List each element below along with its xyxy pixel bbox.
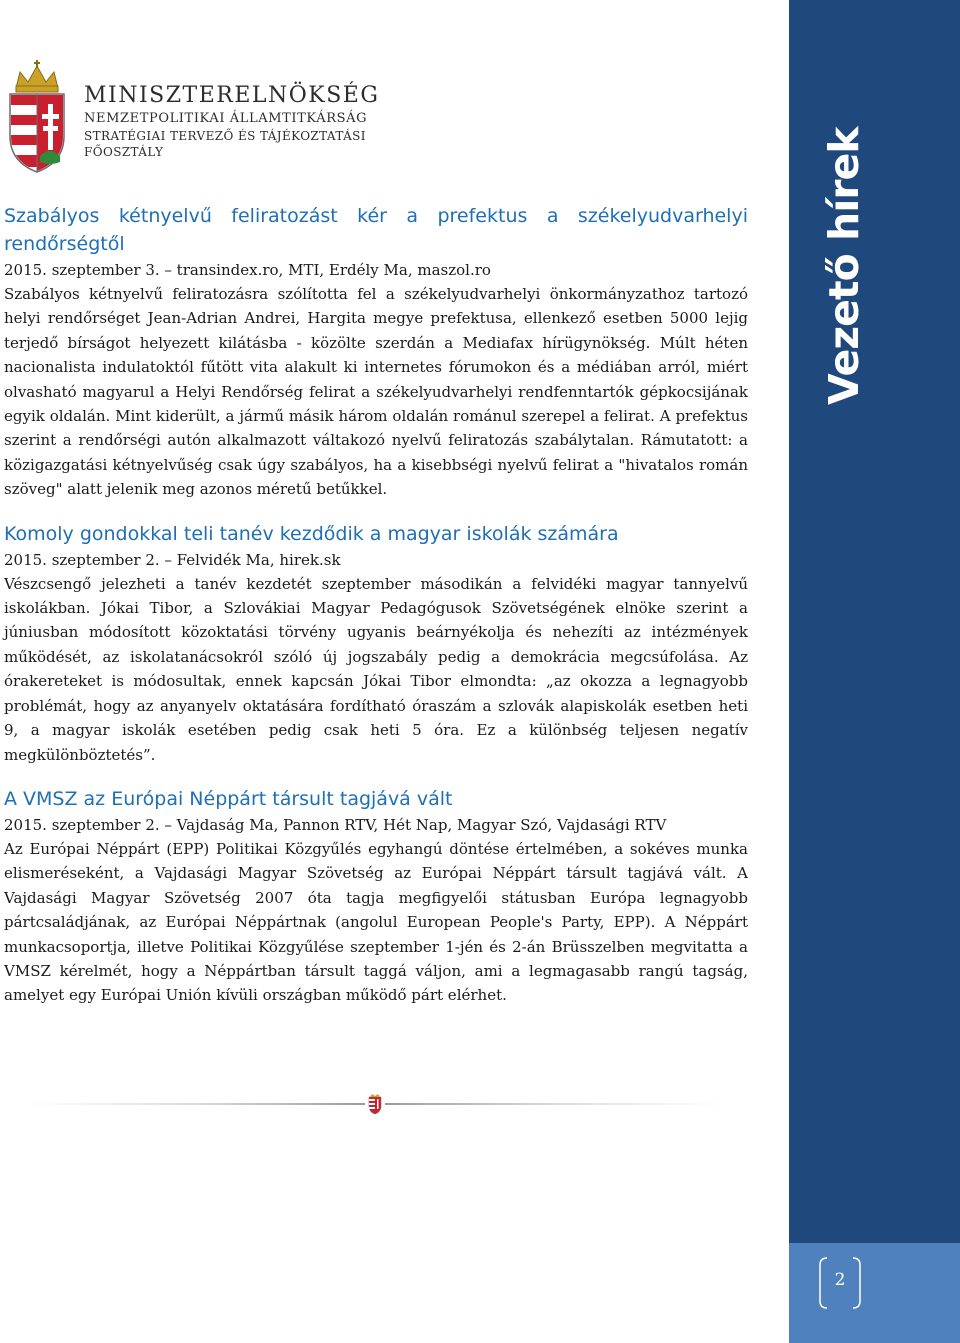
header-logo: [6, 58, 386, 176]
sidebar-footer-band: [789, 1243, 960, 1343]
org-department: STRATÉGIAI TERVEZŐ ÉS TÁJÉKOZTATÁSI FŐOSZTÁLY: [84, 129, 366, 159]
org-subtitle: NEMZETPOLITIKAI ÁLLAMTITKÁRSÁG: [84, 111, 368, 126]
article-meta: 2015. szeptember 2. – Felvidék Ma, hirek.sk: [4, 550, 341, 569]
org-block: [84, 84, 394, 160]
news-article: [4, 520, 748, 767]
hungarian-coat-of-arms-icon: [6, 58, 68, 174]
article-headline[interactable]: Szabályos kétnyelvű feliratozást kér a prefektus a székelyudvarhelyi rendőrségtől: [4, 205, 748, 255]
news-list: [4, 202, 748, 1026]
article-body: Az Európai Néppárt (EPP) Politikai Közgyűlés egyhangú döntése értelmében, a sokéves munka elismeréseként, a Vajdasági Magyar Szövetség az Európai Néppárt társult tagjává vált. A Vajdasági Magyar Szövetség 2007 óta tagja megfigyelői státusban Európa legnagyobb pártcsaládjának, az Európai Néppártnak (angolul European People's Party, EPP). A Néppárt munkacsoportja, illetve Politikai Közgyűlése szeptember 1-jén és 2-án Brüsszelben megvitatta a VMSZ kérelmét, hogy a Néppártban társult taggá váljon, ami a legmagasabb rangú tagság, amelyet egy Európai Unión kívüli országban működő párt elérhet.: [4, 839, 748, 1005]
article-headline[interactable]: Komoly gondokkal teli tanév kezdődik a magyar iskolák számára: [4, 522, 619, 545]
news-article: [4, 785, 748, 1008]
article-body: Vészcsengő jelezheti a tanév kezdetét szeptember másodikán a felvidéki magyar tannyelvű iskolákban. Jókai Tibor, a Szlovákiai Magyar Pedagógusok Szövetségének elnöke szerint a júniusban módosított közoktatási törvény ugyanis beárnyékolja és nehezíti az intézmények működését, az iskolatanácsokról szóló új jogszabály pedig a demokrácia megcsúfolása. Az órakereteket is módosultak, ennek kapcsán Jókai Tibor elmondta: „az okozza a legnagyobb problémát, hogy az anyanyelv oktatására fordítható óraszám a szlovák alapiskolák esetben heti 9, a magyar iskolák esetében pedig csak heti 5 óra. Ez a különbség teljesen negatív megkülönböztetés”.: [4, 574, 748, 764]
article-headline[interactable]: A VMSZ az Európai Néppárt társult tagjává vált: [4, 787, 453, 810]
article-body: Szabályos kétnyelvű feliratozásra szólította fel a székelyudvarhelyi önkormányzathoz tartozó helyi rendőrséget Jean-Adrian Andrei, Hargita megye prefektusa, ellenkező esetben 5000 lejig terjedő bírságot helyezett kilátásba - közölte szerdán a Mediafax hírügynökség. Múlt héten nacionalista indulatoktól fűtött vita alakult ki internetes fórumokon és a médiában arról, miért olvasható magyarul a Helyi Rendőrség felirat a székelyudvarhelyi rendfenntartók gépkocsijának egyik oldalán. Mint kiderült, a jármű másik három oldalán románul szerepel a felirat. A prefektus szerint a rendőrségi autón alkalmazott váltakozó nyelvű feliratozás szabálytalan. Rámutatott: a közigazgatási kétnyelvűség csak úgy szabályos, ha a kisebbségi nyelvű felirat a "hivatalos román szöveg" alatt jelenik meg azonos méretű betűkkel.: [4, 285, 748, 499]
sidebar-title: Vezető hírek: [820, 127, 868, 405]
org-name: MINISZTERELNÖKSÉG: [84, 83, 380, 108]
coat-of-arms-divider-icon: [22, 1093, 728, 1115]
article-meta: 2015. szeptember 2. – Vajdaság Ma, Pannon RTV, Hét Nap, Magyar Szó, Vajdasági RTV: [4, 815, 667, 834]
article-meta: 2015. szeptember 3. – transindex.ro, MTI, Erdély Ma, maszol.ro: [4, 261, 491, 279]
news-article: [4, 202, 748, 502]
page-number: 2: [834, 1270, 846, 1290]
sidebar: [789, 0, 960, 1343]
